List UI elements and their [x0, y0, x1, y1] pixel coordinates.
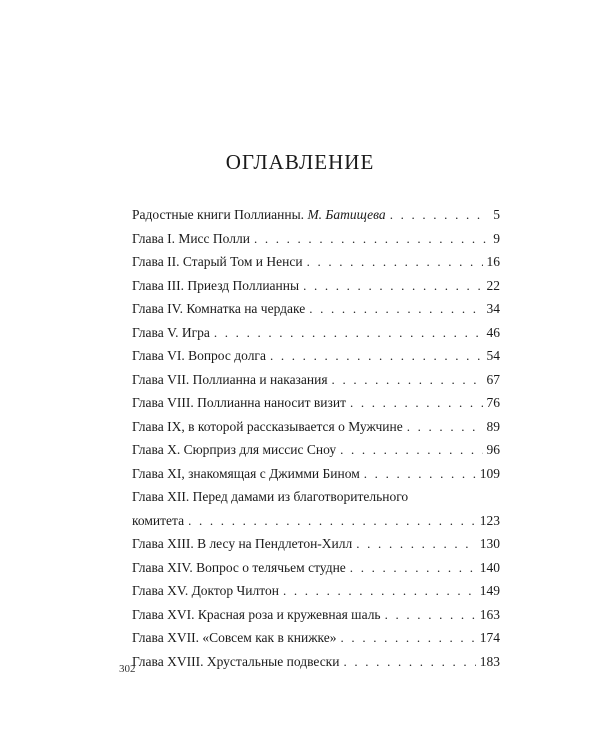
page-number: 149: [479, 583, 500, 598]
dot-leader: [407, 415, 483, 439]
page-number: 89: [486, 418, 500, 434]
entry-text: Глава IX, в которой рассказывается о Мужчине: [132, 418, 403, 434]
page-number: 174: [479, 630, 500, 645]
entry-author: М. Батищева: [307, 207, 386, 222]
entry-text: Глава XII. Перед дамами из благотворительного: [132, 489, 409, 504]
toc-entry-chapter-5[interactable]: [132, 321, 500, 345]
toc-entry-chapter-7[interactable]: [132, 368, 500, 392]
page-number: 16: [486, 254, 500, 269]
entry-text: Глава VI. Вопрос долга: [132, 348, 266, 363]
page-number: 34: [486, 301, 500, 316]
toc-entry-chapter-14[interactable]: [132, 556, 500, 580]
dot-leader: [188, 509, 476, 533]
entry-text: Глава V. Игра: [132, 324, 210, 340]
entry-text: Глава XV. Доктор Чилтон: [132, 583, 279, 598]
toc-entry-intro[interactable]: [132, 203, 500, 227]
toc-list: [132, 203, 500, 673]
dot-leader: [283, 579, 476, 603]
toc-entry-chapter-12[interactable]: [132, 485, 500, 532]
page-number: 130: [479, 536, 500, 551]
page-number: 54: [486, 348, 500, 363]
dot-leader: [332, 368, 483, 392]
entry-text: Глава II. Старый Том и Ненси: [132, 254, 303, 269]
entry-text: Глава IV. Комнатка на чердаке: [132, 301, 306, 316]
toc-entry-chapter-9[interactable]: [132, 415, 500, 439]
page-number: 140: [479, 559, 500, 575]
page-folio-number: 302: [119, 663, 136, 675]
page-number: 22: [486, 277, 500, 293]
entry-text: Глава VIII. Поллианна наносит визит: [132, 395, 346, 410]
dot-leader: [356, 532, 476, 556]
dot-leader: [303, 274, 482, 298]
entry-text: Глава XIV. Вопрос о телячьем студне: [132, 559, 346, 575]
toc-entry-chapter-3[interactable]: [132, 274, 500, 298]
page-number: 163: [479, 606, 500, 622]
page-number: 46: [486, 324, 500, 340]
page-number: 183: [479, 653, 500, 669]
dot-leader: [307, 250, 483, 274]
page-number: 109: [479, 465, 500, 481]
toc-entry-chapter-16[interactable]: [132, 603, 500, 627]
toc-entry-chapter-13[interactable]: [132, 532, 500, 556]
dot-leader: [254, 227, 486, 251]
dot-leader: [341, 626, 476, 650]
dot-leader: [390, 203, 486, 227]
dot-leader: [350, 391, 483, 415]
toc-entry-chapter-1[interactable]: [132, 227, 500, 251]
entry-text: Радостные книги Поллианны. М. Батищева: [132, 207, 386, 222]
dot-leader: [385, 603, 476, 627]
entry-text: Глава I. Мисс Полли: [132, 230, 250, 246]
dot-leader: [343, 650, 475, 674]
toc-entry-chapter-4[interactable]: [132, 297, 500, 321]
entry-text: Глава XI, знакомящая с Джимми Бином: [132, 465, 360, 481]
page-number: 5: [493, 207, 500, 222]
entry-text: Глава III. Приезд Поллианны: [132, 277, 300, 293]
entry-text: Глава XVII. «Совсем как в книжке»: [132, 630, 337, 645]
dot-leader: [364, 462, 476, 486]
toc-entry-chapter-18[interactable]: [132, 650, 500, 674]
toc-entry-chapter-10[interactable]: [132, 438, 500, 462]
dot-leader: [214, 321, 483, 345]
toc-entry-chapter-17[interactable]: [132, 626, 500, 650]
toc-title: ОГЛАВЛЕНИЕ: [225, 150, 375, 174]
toc-entry-chapter-11[interactable]: [132, 462, 500, 486]
entry-text: Глава X. Сюрприз для миссис Сноу: [132, 442, 337, 457]
dot-leader: [270, 344, 483, 368]
toc-entry-chapter-15[interactable]: [132, 579, 500, 603]
page-number: 76: [486, 395, 500, 410]
entry-text: Глава XVIII. Хрустальные подвески: [132, 653, 340, 669]
entry-text-continued: комитета: [132, 512, 185, 528]
entry-text: Глава VII. Поллианна и наказания: [132, 371, 328, 387]
page-number: 96: [486, 442, 500, 457]
dot-leader: [350, 556, 476, 580]
page-number: 123: [479, 512, 500, 528]
page-number: 9: [493, 230, 500, 246]
entry-text: Глава XVI. Красная роза и кружевная шаль: [132, 606, 381, 622]
dot-leader: [340, 438, 482, 462]
entry-text: Глава XIII. В лесу на Пендлетон-Хилл: [132, 536, 353, 551]
toc-entry-chapter-6[interactable]: [132, 344, 500, 368]
toc-entry-chapter-8[interactable]: [132, 391, 500, 415]
dot-leader: [309, 297, 482, 321]
page-number: 67: [486, 371, 500, 387]
toc-entry-chapter-2[interactable]: [132, 250, 500, 274]
